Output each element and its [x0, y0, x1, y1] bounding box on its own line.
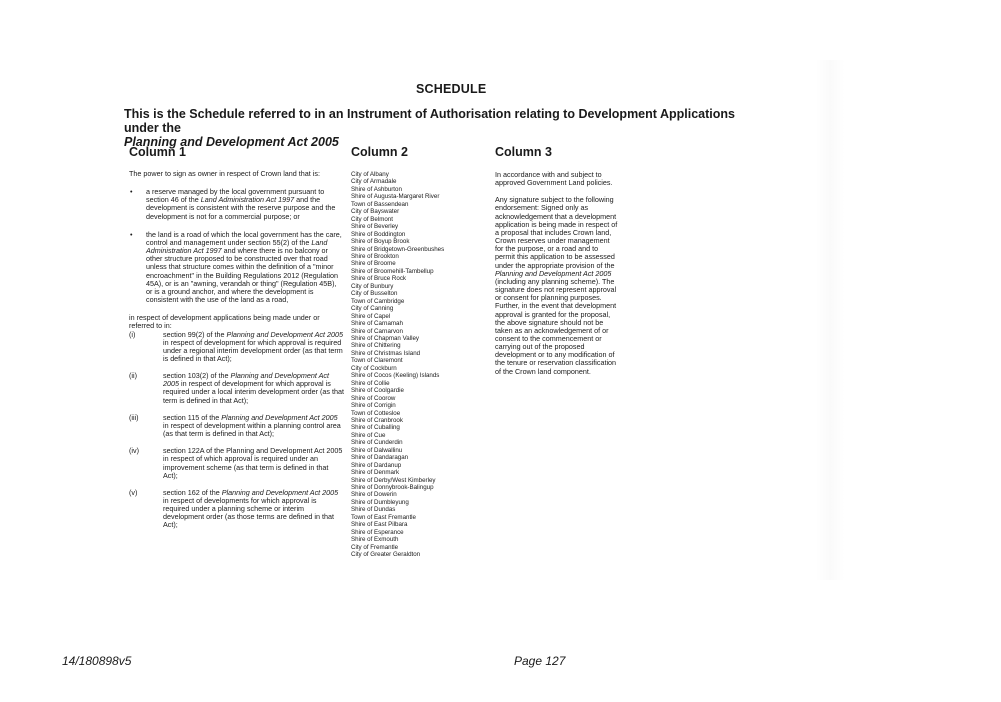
endorsement-text: Any signature subject to the following endorsement: Signed only as acknowledgement that a development application is being made in respect of a proposal that includes Crown land, Crown reserves under management for the purpose, or a road and to permit this application to be assessed under the appropriate provision of the [495, 195, 618, 270]
local-government-item: City of Busselton [351, 290, 398, 298]
local-government-item: Town of Claremont [351, 357, 403, 365]
section-item [129, 489, 344, 530]
item-act: Planning and Development Act 2005 [163, 371, 329, 389]
local-government-item: Shire of Dardanup [351, 461, 402, 469]
item-act: Planning and Development Act 2005 [221, 487, 339, 497]
local-government-item: Town of Bassendean [351, 200, 409, 208]
item-number: (i) [129, 329, 136, 339]
column-3 [495, 171, 620, 385]
local-government-item: Shire of Broomehill-Tambellup [351, 267, 434, 275]
bullet-road [129, 231, 344, 304]
section-item [129, 372, 344, 405]
section-item [129, 414, 344, 438]
local-government-item: City of Bunbury [351, 282, 394, 290]
column-3-heading: Column 3 [495, 145, 552, 159]
bullet-icon: • [130, 187, 133, 197]
local-government-item: Shire of Dandaragan [351, 454, 409, 462]
local-government-item: Shire of Beverley [351, 223, 399, 231]
scan-shadow [815, 60, 845, 580]
bullet-text: a reserve managed by the local government pursuant to section 46 of the [146, 187, 325, 205]
bullet-act: Land Administration Act 1997 [146, 237, 328, 256]
item-text: section 115 of the [163, 412, 222, 422]
local-government-item: Shire of Corrigin [351, 402, 396, 410]
local-government-item: City of Bayswater [351, 208, 400, 216]
local-government-item: Shire of Chittering [351, 342, 401, 350]
local-government-item: Shire of Dundas [351, 506, 396, 514]
local-government-item: Shire of East Pilbara [351, 521, 408, 529]
local-government-item: Shire of Ashburton [351, 185, 402, 193]
local-government-item: City of Belmont [351, 215, 393, 223]
local-government-item: Shire of Dalwallinu [351, 446, 403, 454]
local-government-item: Shire of Brookton [351, 252, 399, 260]
endorsement-text: (including any planning scheme). The signature does not represent approval or consent for planning purposes. Further, in the event that development approval is granted for the proposal, the above signature should not be taken as an acknowledgement of or consent to the commencement or carrying out of the proposed development or to any modification of the tenure or reservation classification of the Crown land component. [495, 276, 617, 376]
local-government-item: Shire of Carnamah [351, 320, 403, 328]
bullet-text: the land is a road of which the local government has the care, control and management under section 55(2) of the [146, 229, 342, 247]
local-government-item: Shire of Christmas Island [351, 349, 421, 357]
item-text: in respect of development within a planning control area (as that term is defined in that Act); [163, 420, 341, 439]
bullet-reserve [129, 188, 344, 221]
local-government-item: Shire of Esperance [351, 528, 404, 536]
item-text: in respect of development for which approval is required under a regional interim development order (as that term is defined in that Act); [163, 337, 343, 363]
endorsement-act: Planning and Development Act 2005 [495, 268, 612, 278]
item-text: section 122A of the Planning and Development Act 2005 in respect of which approval is required under an improvement scheme (as that term is defined in that Act); [163, 446, 343, 480]
local-government-item: City of Greater Geraldton [351, 551, 421, 559]
endorsement-statement [495, 196, 620, 375]
item-number: (iv) [129, 446, 139, 456]
bullet-icon: • [130, 229, 133, 239]
local-government-item: Shire of Coolgardie [351, 387, 404, 395]
local-government-item: Shire of Denmark [351, 469, 400, 477]
schedule-title: SCHEDULE [416, 82, 487, 96]
local-government-item: Shire of Exmouth [351, 536, 399, 544]
page-number: Page 127 [514, 654, 566, 668]
local-government-item: Shire of Cuballing [351, 424, 400, 432]
refer-statement: in respect of development applications being made under or referred to in: [129, 313, 320, 331]
item-act: Planning and Development Act 2005 [226, 329, 343, 339]
local-government-item: Shire of Cocos (Keeling) Islands [351, 372, 440, 380]
intro-act: Planning and Development Act 2005 [124, 135, 339, 149]
intro-heading [124, 107, 744, 149]
local-government-item: Shire of Bridgetown-Greenbushes [351, 245, 445, 253]
local-government-item: Shire of Collie [351, 379, 390, 387]
local-government-item: Shire of Carnarvon [351, 327, 403, 335]
local-government-item: City of Armadale [351, 178, 397, 186]
item-text: section 103(2) of the [163, 371, 231, 381]
bullet-act: Land Administration Act 1997 [200, 195, 295, 205]
local-government-item: Shire of Dumbleyung [351, 498, 409, 506]
item-number: (v) [129, 487, 138, 497]
local-government-item: Shire of Boddington [351, 230, 406, 238]
local-government-item: Town of Cottesloe [351, 409, 401, 417]
item-text: section 162 of the [163, 487, 222, 497]
item-number: (iii) [129, 412, 139, 422]
local-government-item: Town of East Fremantle [351, 513, 416, 521]
local-government-item: Shire of Chapman Valley [351, 334, 419, 342]
section-item [129, 331, 344, 364]
document-reference: 14/180898v5 [62, 654, 132, 668]
item-text: in respect of development for which approval is required under a local interim development order (as that term is defined in that Act); [163, 379, 344, 405]
local-government-item: City of Albany [351, 171, 389, 178]
local-government-item: Shire of Broome [351, 260, 396, 268]
power-statement: The power to sign as owner in respect of Crown land that is: [129, 169, 320, 178]
local-government-item: Shire of Dowerin [351, 491, 397, 499]
bullet-text: and where there is no balcony or other structure proposed to be constructed over that road unless that structure comes within the definition of a "minor encroachment" in the Building Regulations 2012 (Regulation 45A), or is an "awning, verandah or thing" (Regulation 45B), or is a ground anchor, and where the development is consistent with the use of the land as a road, [146, 246, 338, 305]
local-government-item: Shire of Derby/West Kimberley [351, 476, 436, 484]
item-text: section 99(2) of the [163, 329, 227, 339]
column-1 [129, 170, 344, 539]
local-government-item: Shire of Augusta-Margaret River [351, 193, 440, 201]
column-2-heading: Column 2 [351, 145, 408, 159]
column-1-heading: Column 1 [129, 145, 186, 159]
local-government-list [351, 171, 491, 559]
item-text: in respect of developments for which approval is required under a planning scheme or interim development order (as those terms are defined in that Act); [163, 496, 334, 530]
local-government-item: Shire of Capel [351, 312, 391, 320]
policy-statement: In accordance with and subject to approved Government Land policies. [495, 170, 613, 188]
local-government-item: Shire of Bruce Rock [351, 275, 407, 283]
bullet-text: and the development is consistent with the reserve purpose and the development is not for a commercial purpose; or [146, 195, 336, 221]
local-government-item: Shire of Cue [351, 431, 386, 439]
local-government-item: City of Canning [351, 305, 394, 313]
local-government-item: Shire of Cranbrook [351, 416, 403, 424]
intro-text: This is the Schedule referred to in an Instrument of Authorisation relating to Development Applications under the [124, 107, 735, 135]
local-government-item: Shire of Coorow [351, 394, 396, 402]
section-item [129, 447, 344, 480]
local-government-item: Town of Cambridge [351, 297, 405, 305]
local-government-item: Shire of Cunderdin [351, 439, 403, 447]
item-act: Planning and Development Act 2005 [221, 412, 338, 422]
local-government-item: Shire of Donnybrook-Balingup [351, 484, 434, 492]
item-number: (ii) [129, 371, 137, 381]
local-government-item: Shire of Boyup Brook [351, 238, 410, 246]
local-government-item: City of Cockburn [351, 364, 397, 372]
local-government-item: City of Fremantle [351, 543, 399, 551]
